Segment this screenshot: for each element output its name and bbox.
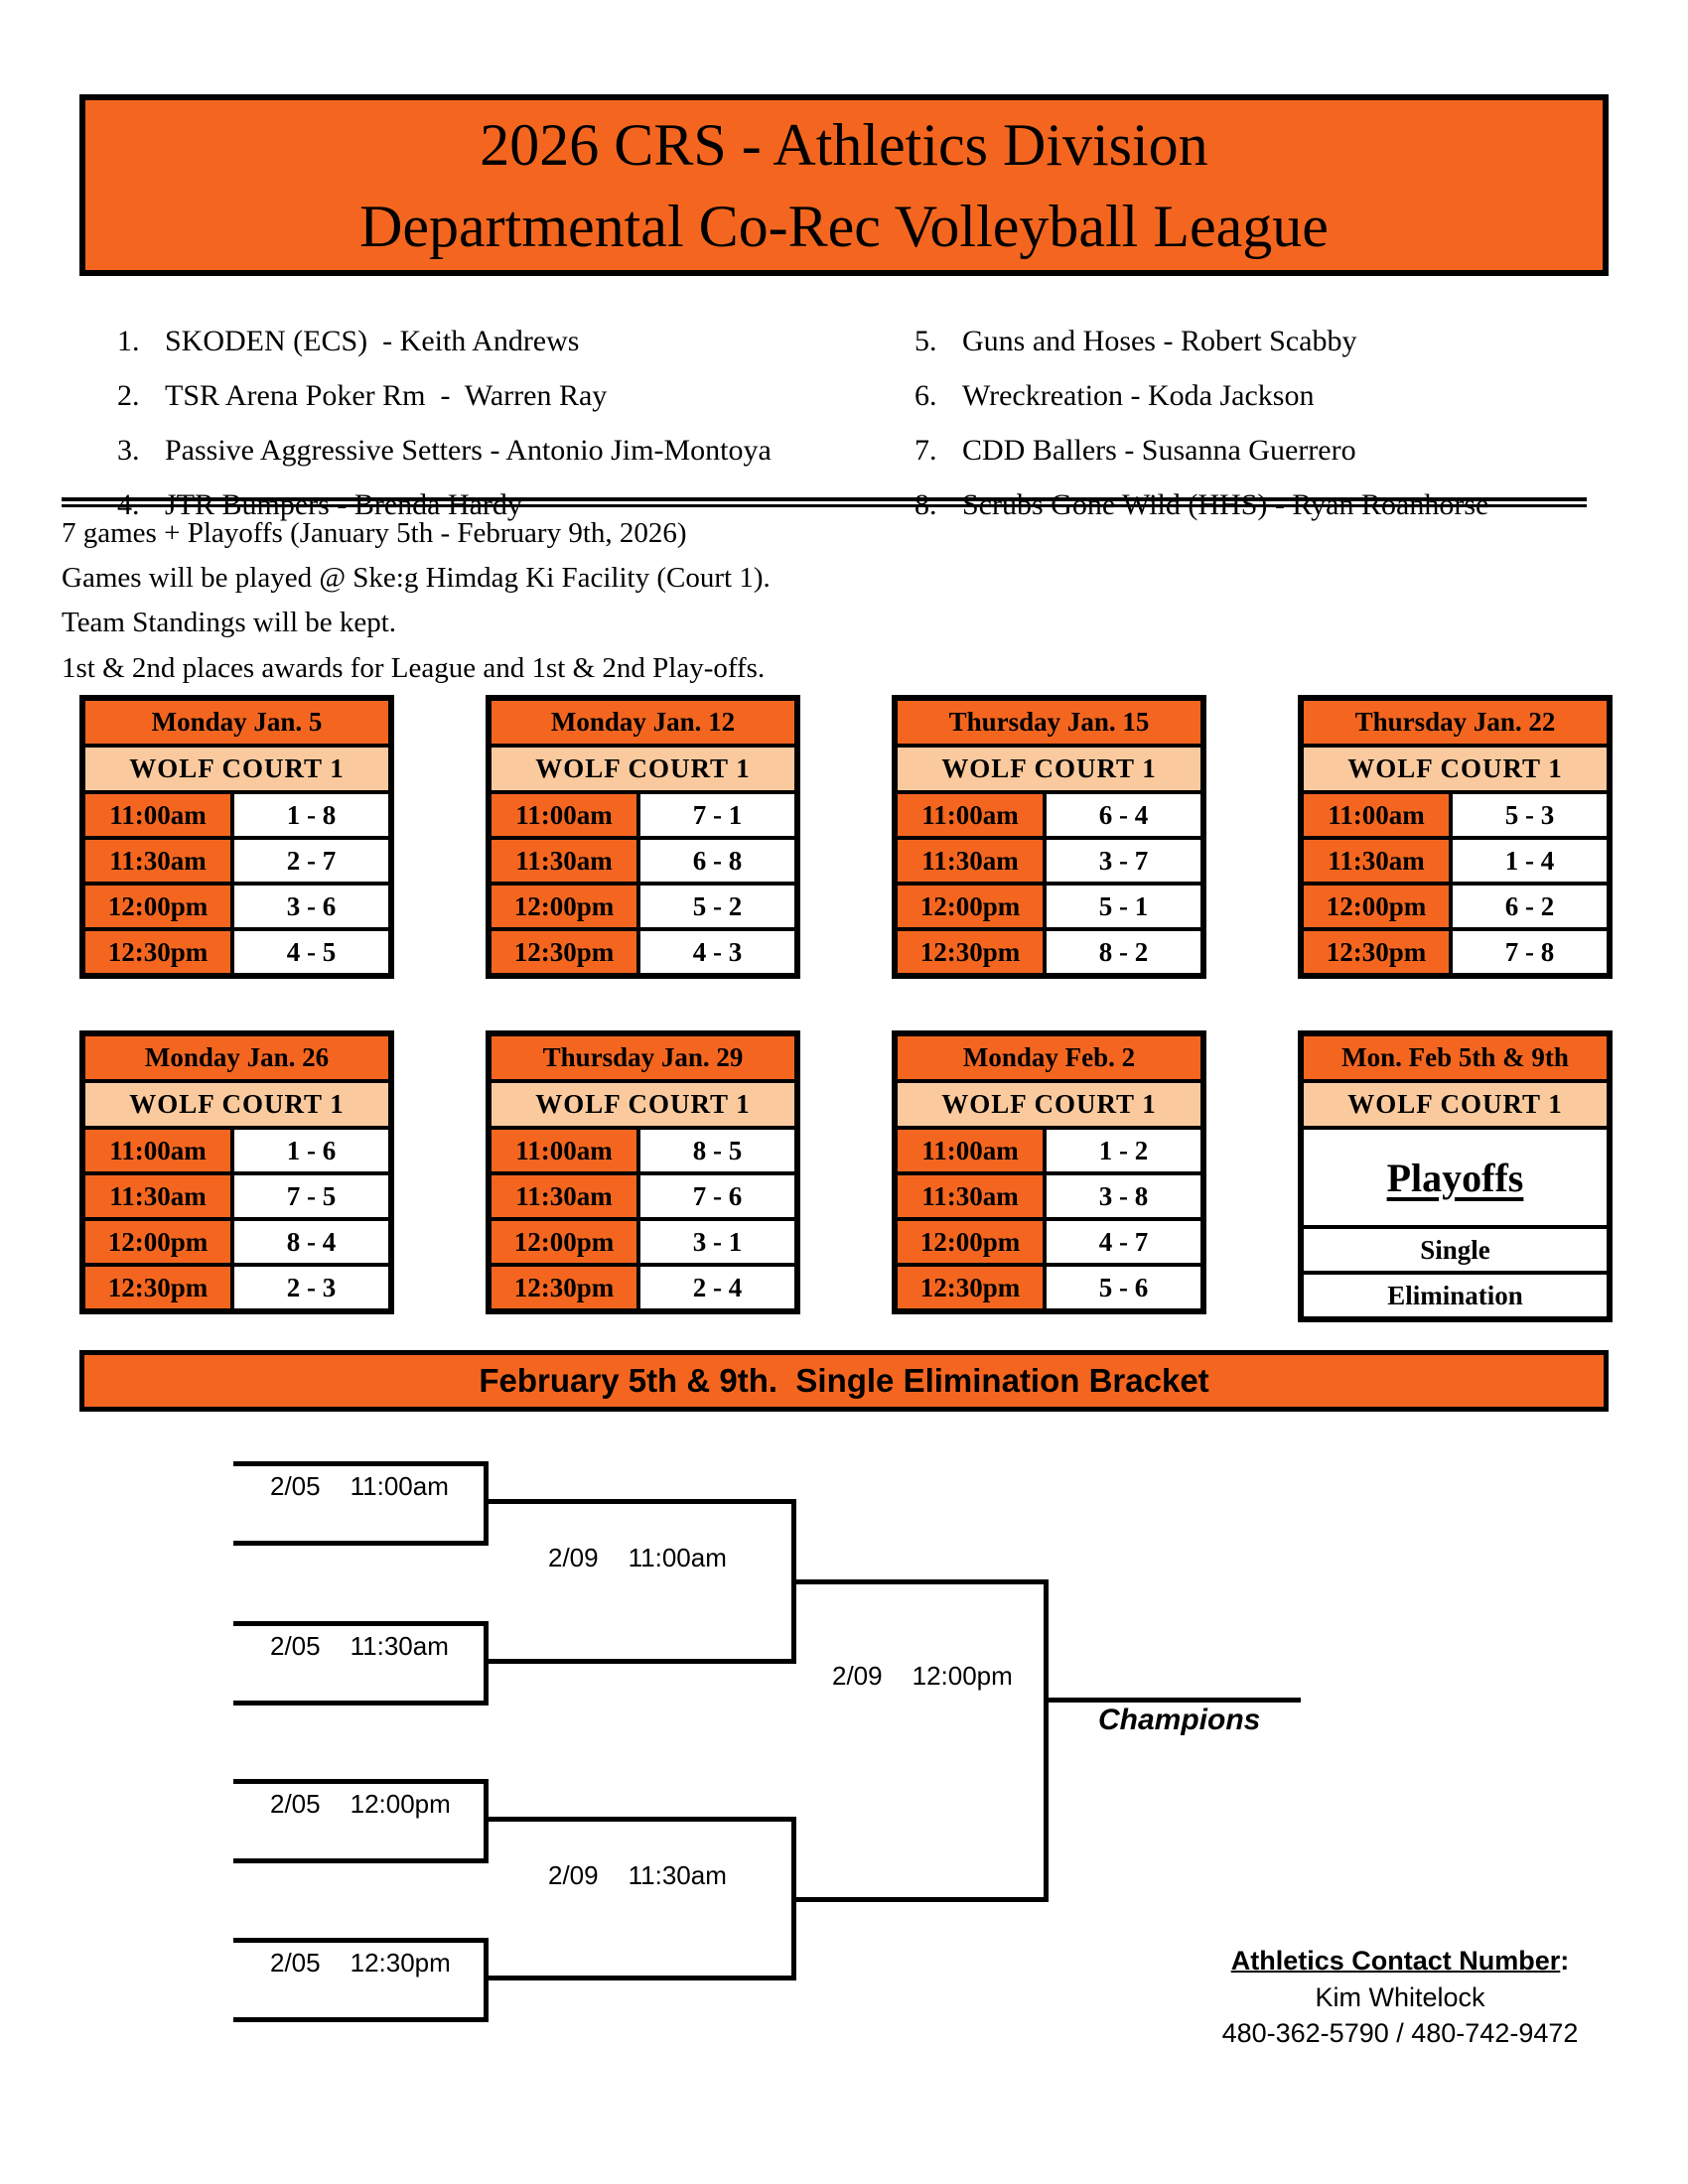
table-title: Mon. Feb 5th & 9th (1304, 1036, 1607, 1079)
game-matchup: 1 - 6 (234, 1130, 388, 1171)
game-matchup: 7 - 5 (234, 1175, 388, 1217)
game-time: 12:00pm (1304, 886, 1449, 927)
game-matchup: 7 - 6 (640, 1175, 794, 1217)
game-time: 12:00pm (85, 886, 230, 927)
bracket-game-label (270, 1631, 449, 1662)
game-time: 11:30am (898, 840, 1043, 882)
team-name: SKODEN (ECS) - Keith Andrews (165, 325, 580, 357)
game-time: 12:00pm (898, 1221, 1043, 1263)
bracket-line (233, 1938, 489, 1943)
table-row (85, 1267, 388, 1308)
game-time: 11:30am (492, 840, 636, 882)
team-number: 2. (117, 379, 140, 412)
bracket-line (1044, 1579, 1049, 1902)
game-time: 11:00am (898, 794, 1043, 836)
table-row (898, 1267, 1200, 1308)
bracket-line (489, 1499, 796, 1504)
game-date: 2/05 (270, 1631, 321, 1661)
team-name: JTR Bumpers - Brenda Hardy (165, 488, 522, 521)
game-matchup: 5 - 6 (1047, 1267, 1200, 1308)
schedule-table-jan12 (486, 695, 800, 979)
team-name: Wreckreation - Koda Jackson (962, 379, 1315, 412)
game-time: 11:00am (898, 1130, 1043, 1171)
team-name: Passive Aggressive Setters - Antonio Jim-Montoya (165, 434, 772, 467)
title-banner (79, 94, 1609, 276)
info-line: 7 games + Playoffs (January 5th - February 9th, 2026) (62, 517, 687, 549)
table-row (85, 931, 388, 973)
team-name: Scrubs Gone Wild (HHS) - Ryan Roanhorse (962, 488, 1489, 521)
game-matchup: 3 - 1 (640, 1221, 794, 1263)
team-list-item (87, 455, 522, 522)
table-row (898, 1130, 1200, 1171)
bracket-line (233, 1779, 489, 1784)
game-date: 2/09 (548, 1860, 599, 1890)
game-time: 11:00am (492, 794, 636, 836)
game-date: 2/05 (270, 1471, 321, 1501)
game-time: 12:00pm (350, 1789, 451, 1819)
game-time: 12:30pm (85, 1267, 230, 1308)
game-matchup: 1 - 8 (234, 794, 388, 836)
game-time: 12:00pm (912, 1661, 1013, 1691)
bracket-semifinal-label (548, 1543, 727, 1573)
table-row (492, 1267, 794, 1308)
info-line: Games will be played @ Ske:g Himdag Ki Facility (Court 1). (62, 562, 771, 594)
table-row (1304, 886, 1607, 927)
table-title: Monday Jan. 26 (85, 1036, 388, 1079)
table-row (898, 1175, 1200, 1217)
table-row (85, 886, 388, 927)
game-matchup: 3 - 7 (1047, 840, 1200, 882)
game-matchup: 4 - 3 (640, 931, 794, 973)
table-row (85, 1130, 388, 1171)
table-row (85, 1221, 388, 1263)
team-number: 3. (117, 434, 140, 467)
schedule-table-feb2 (892, 1030, 1206, 1314)
schedule-table-jan26 (79, 1030, 394, 1314)
table-row (1304, 931, 1607, 973)
table-title: Monday Feb. 2 (898, 1036, 1200, 1079)
bracket-game-label (270, 1471, 449, 1502)
table-court: WOLF COURT 1 (1304, 1083, 1607, 1126)
contact-name: Kim Whitelock (1315, 1982, 1485, 2012)
game-time: 12:00pm (85, 1221, 230, 1263)
table-row (85, 840, 388, 882)
bracket-line (233, 1541, 489, 1546)
game-time: 11:00am (85, 1130, 230, 1171)
table-court: WOLF COURT 1 (898, 1083, 1200, 1126)
bracket-line (233, 1621, 489, 1626)
team-number: 5. (914, 325, 937, 357)
game-time: 11:00am (350, 1471, 449, 1501)
game-time: 11:30am (85, 1175, 230, 1217)
table-row (85, 1175, 388, 1217)
schedule-table-jan22 (1298, 695, 1613, 979)
table-title: Thursday Jan. 29 (492, 1036, 794, 1079)
game-matchup: 2 - 7 (234, 840, 388, 882)
game-matchup: 2 - 4 (640, 1267, 794, 1308)
table-row (492, 1221, 794, 1263)
bracket-line (233, 1858, 489, 1863)
game-date: 2/09 (548, 1543, 599, 1572)
game-time: 12:30pm (898, 1267, 1043, 1308)
page-title-line1: 2026 CRS - Athletics Division (480, 111, 1208, 178)
game-matchup: 4 - 5 (234, 931, 388, 973)
game-time: 11:30am (898, 1175, 1043, 1217)
table-row (1304, 794, 1607, 836)
game-time: 11:00am (628, 1543, 727, 1572)
game-time: 11:00am (1304, 794, 1449, 836)
table-row (492, 931, 794, 973)
game-matchup: 6 - 8 (640, 840, 794, 882)
bracket-line (489, 1976, 796, 1980)
table-row (492, 1175, 794, 1217)
page-title-line2: Departmental Co-Rec Volleyball League (359, 193, 1329, 259)
table-row (492, 1130, 794, 1171)
bracket-line (233, 1701, 489, 1706)
table-row (898, 840, 1200, 882)
game-time: 11:30am (350, 1631, 449, 1661)
table-title: Thursday Jan. 22 (1304, 701, 1607, 744)
game-time: 12:30pm (898, 931, 1043, 973)
team-name: TSR Arena Poker Rm - Warren Ray (165, 379, 608, 412)
game-matchup: 6 - 4 (1047, 794, 1200, 836)
game-time: 12:00pm (492, 1221, 636, 1263)
table-title: Thursday Jan. 15 (898, 701, 1200, 744)
table-row (492, 886, 794, 927)
table-court: WOLF COURT 1 (85, 1083, 388, 1126)
playoffs-elimination-cell: Elimination (1304, 1275, 1607, 1316)
game-matchup: 1 - 4 (1453, 840, 1607, 882)
table-row (85, 794, 388, 836)
champion-line (1049, 1698, 1301, 1703)
game-time: 11:00am (85, 794, 230, 836)
champions-label: Champions (1098, 1704, 1261, 1736)
table-title: Monday Jan. 12 (492, 701, 794, 744)
bracket-game-label (270, 1789, 451, 1820)
schedule-table-jan5 (79, 695, 394, 979)
table-row (898, 1221, 1200, 1263)
game-time: 12:30pm (492, 931, 636, 973)
game-time: 12:30pm (85, 931, 230, 973)
game-time: 11:30am (1304, 840, 1449, 882)
info-line: Team Standings will be kept. (62, 607, 397, 638)
game-matchup: 7 - 1 (640, 794, 794, 836)
team-number: 1. (117, 325, 140, 357)
table-court: WOLF COURT 1 (1304, 748, 1607, 790)
table-row (898, 794, 1200, 836)
game-matchup: 8 - 4 (234, 1221, 388, 1263)
game-matchup: 8 - 5 (640, 1130, 794, 1171)
contact-block (1172, 1942, 1628, 2051)
game-time: 11:30am (628, 1860, 727, 1890)
schedule-table-jan15 (892, 695, 1206, 979)
game-time: 12:00pm (898, 886, 1043, 927)
table-row (898, 886, 1200, 927)
table-court: WOLF COURT 1 (492, 1083, 794, 1126)
game-time: 11:30am (85, 840, 230, 882)
table-court: WOLF COURT 1 (492, 748, 794, 790)
game-matchup: 5 - 3 (1453, 794, 1607, 836)
bracket-final-label (832, 1661, 1013, 1692)
bracket-semifinal-label (548, 1860, 727, 1891)
playoffs-single-cell: Single (1304, 1229, 1607, 1271)
divider-double-rule (62, 497, 1587, 507)
game-matchup: 5 - 2 (640, 886, 794, 927)
team-list-item (885, 455, 1488, 522)
game-matchup: 3 - 8 (1047, 1175, 1200, 1217)
table-row (1304, 840, 1607, 882)
game-date: 2/09 (832, 1661, 883, 1691)
contact-heading: Athletics Contact Number: (1230, 1946, 1570, 1976)
game-matchup: 2 - 3 (234, 1267, 388, 1308)
game-time: 12:00pm (492, 886, 636, 927)
contact-phones: 480-362-5790 / 480-742-9472 (1221, 2018, 1579, 2048)
bracket-banner: February 5th & 9th. Single Elimination Bracket (79, 1350, 1609, 1412)
schedule-table-jan29 (486, 1030, 800, 1314)
game-date: 2/05 (270, 1948, 321, 1978)
team-number: 6. (914, 379, 937, 412)
game-matchup: 3 - 6 (234, 886, 388, 927)
game-time: 11:00am (492, 1130, 636, 1171)
table-row (492, 840, 794, 882)
game-matchup: 4 - 7 (1047, 1221, 1200, 1263)
bracket-line (796, 1897, 1049, 1902)
game-time: 11:30am (492, 1175, 636, 1217)
game-date: 2/05 (270, 1789, 321, 1819)
game-matchup: 7 - 8 (1453, 931, 1607, 973)
game-time: 12:30pm (350, 1948, 451, 1978)
info-line: 1st & 2nd places awards for League and 1st & 2nd Play-offs. (62, 652, 766, 684)
bracket-line (489, 1817, 796, 1822)
game-matchup: 8 - 2 (1047, 931, 1200, 973)
bracket-line (489, 1659, 796, 1664)
bracket-line (233, 1461, 489, 1466)
table-row (492, 794, 794, 836)
game-matchup: 5 - 1 (1047, 886, 1200, 927)
table-title: Monday Jan. 5 (85, 701, 388, 744)
table-court: WOLF COURT 1 (898, 748, 1200, 790)
game-matchup: 1 - 2 (1047, 1130, 1200, 1171)
team-name: Guns and Hoses - Robert Scabby (962, 325, 1357, 357)
team-name: CDD Ballers - Susanna Guerrero (962, 434, 1356, 467)
team-number: 8. (914, 488, 937, 521)
team-number: 7. (914, 434, 937, 467)
game-time: 12:30pm (492, 1267, 636, 1308)
game-matchup: 6 - 2 (1453, 886, 1607, 927)
table-court: WOLF COURT 1 (85, 748, 388, 790)
team-number: 4. (117, 488, 140, 521)
bracket-game-label (270, 1948, 451, 1979)
bracket-line (233, 2017, 489, 2022)
playoffs-heading: Playoffs (1386, 1155, 1524, 1200)
playoffs-cell (1304, 1130, 1607, 1225)
table-row (898, 931, 1200, 973)
bracket-line (796, 1579, 1049, 1584)
game-time: 12:30pm (1304, 931, 1449, 973)
playoffs-card (1298, 1030, 1613, 1322)
